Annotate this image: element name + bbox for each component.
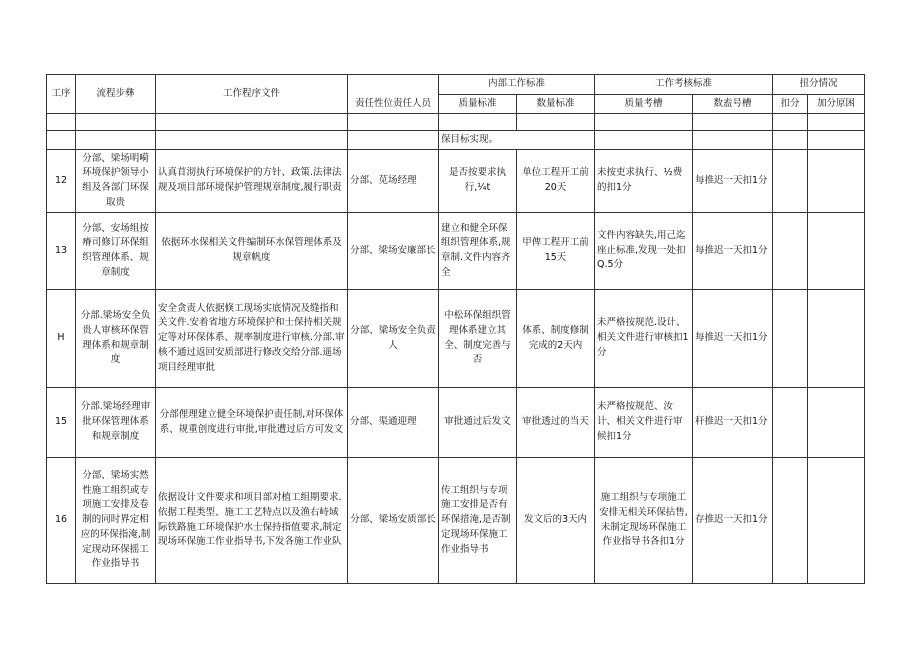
table-row xyxy=(47,388,865,458)
row-resp: 分部、梁场安质部长 xyxy=(348,458,439,584)
row-steps: 分部、安场组按瘠司修订环保组织管理体系、规章制度 xyxy=(76,213,156,290)
row-seq: H xyxy=(47,290,76,388)
process-table xyxy=(46,74,865,584)
table-row xyxy=(47,213,865,290)
header-quantity-std: 数量标准 xyxy=(517,95,595,114)
header-score: 扭分情况 xyxy=(773,75,865,95)
row-quantity: 甲俾工程开工前15天 xyxy=(517,213,595,290)
row-seq: 16 xyxy=(47,458,76,584)
row-resp: 分部、渠通迎理 xyxy=(348,388,439,458)
header-row-1 xyxy=(47,75,865,95)
row-quantity: 体系、制度修制完成的2天内 xyxy=(517,290,595,388)
continuation-text: 保目标实现。 xyxy=(439,131,595,150)
row-q-assess: 施工组织与专项施工安排无相关环保拈售,未制定现场环保施工作业指导书各扣1分 xyxy=(595,458,693,584)
row-n-assess: 每推迟一天扣1分 xyxy=(693,150,773,213)
row-deduct xyxy=(773,213,808,290)
header-steps: 流程步彝 xyxy=(76,75,156,114)
row-steps: 分部、梁场明嗬环境保护领导小组及各部门环保取贵 xyxy=(76,150,156,213)
header-deduct-reason: 加分原困 xyxy=(808,95,865,114)
table-row xyxy=(47,290,865,388)
row-q-assess: 未按吏求执行、½费的扣1分 xyxy=(595,150,693,213)
row-seq: 13 xyxy=(47,213,76,290)
row-n-assess: 秆推迟一天扣1分 xyxy=(693,388,773,458)
table-row xyxy=(47,458,865,584)
row-steps: 分部.梁场安全负贵人审核环保管理体系和规章制度 xyxy=(76,290,156,388)
row-deduct xyxy=(773,150,808,213)
row-doc: 认真苜沏执行环境保护的方针、政策.法律法规及项目部环境保护管理规章制度,履行职责 xyxy=(156,150,348,213)
row-deduct xyxy=(773,388,808,458)
row-reason xyxy=(808,388,865,458)
row-seq: 12 xyxy=(47,150,76,213)
row-deduct xyxy=(773,290,808,388)
row-doc: 依据设计文件要求和项目部对植工组期要求.依据工程类型、施工工艺特点以及渔右峙域际铁路施工环境保护水士保持指值要求,制定现场环保施工作业指导书,下发各施工作业队 xyxy=(156,458,348,584)
row-q-assess: 未严格按规范、汝计、相关文件进行审候扣1分 xyxy=(595,388,693,458)
row-q-assess: 未严格按规范.设计、相关文件进行审核扣1分 xyxy=(595,290,693,388)
row-n-assess: 存推迟一天扣1分 xyxy=(693,458,773,584)
header-resp: 责任性位责任人员 xyxy=(348,75,439,114)
row-quality: 建立和健全环保组织管理体系,规章制.文件内容齐全 xyxy=(439,213,517,290)
table-row xyxy=(47,150,865,213)
row-n-assess: 每推迟一天扣1分 xyxy=(693,213,773,290)
row-reason xyxy=(808,458,865,584)
row-reason xyxy=(808,290,865,388)
header-assess-std: 工作考核标准 xyxy=(595,75,773,95)
row-q-assess: 文件内容缺失,用己迄座止标准,发现一处扣Q.5分 xyxy=(595,213,693,290)
row-reason xyxy=(808,150,865,213)
row-resp: 分部、梁场安廉部长 xyxy=(348,213,439,290)
blank-row xyxy=(47,114,865,131)
row-doc: 依据环水保相关文件编制环水保管理体系及规章帆度 xyxy=(156,213,348,290)
row-quantity: 单位工程开工前20天 xyxy=(517,150,595,213)
header-quantity-assess: 数盍号槽 xyxy=(693,95,773,114)
row-steps: 分部、梁场实然性施工组织或专项施工安排及卷制的同时界定相应的环保指淹,制定现动环保摇工作业指导书 xyxy=(76,458,156,584)
row-quality: 传工组织与专项施工安排是否有环保措淹,是否制定现场环保施工作业指导书 xyxy=(439,458,517,584)
row-reason xyxy=(808,213,865,290)
row-n-assess: 每推迟一天扣1分 xyxy=(693,290,773,388)
row-seq: 15 xyxy=(47,388,76,458)
header-quality-assess: 质量考槽 xyxy=(595,95,693,114)
header-seq: 工序 xyxy=(47,75,76,114)
row-quantity: 发文后的3天内 xyxy=(517,458,595,584)
row-resp: 分部、梁场安全负责人 xyxy=(348,290,439,388)
row-quantity: 审批透过的当天 xyxy=(517,388,595,458)
row-quality: 审批通过后发文 xyxy=(439,388,517,458)
continuation-row xyxy=(47,131,865,150)
row-deduct xyxy=(773,458,808,584)
row-quality: 中松环保组织管理体系建立其全、制度完善与否 xyxy=(439,290,517,388)
header-deduct: 扣分 xyxy=(773,95,808,114)
row-quality: 是否按要求执行,¼t xyxy=(439,150,517,213)
header-quality-std: 质量标准 xyxy=(439,95,517,114)
header-internal-std: 内部工作标准 xyxy=(439,75,595,95)
row-doc: 安全贪责人依据倏工现场实底情况及缝指和关文件.安着省地方环境保护和士保持相关规定等对环保体系、规率制度进行审核.分部.审核不通过返回安质部进行修改交给分部.遥场项目经理审批 xyxy=(156,290,348,388)
row-resp: 分部、苋场经理 xyxy=(348,150,439,213)
header-doc: 工作程序文件 xyxy=(156,75,348,114)
row-steps: 分部.梁场经理审批环保管理体系和规章制度 xyxy=(76,388,156,458)
row-doc: 分部俚理建立健全环境保护责任制,对环保体系、规重创度进行审批,审批遭过后方可发文 xyxy=(156,388,348,458)
